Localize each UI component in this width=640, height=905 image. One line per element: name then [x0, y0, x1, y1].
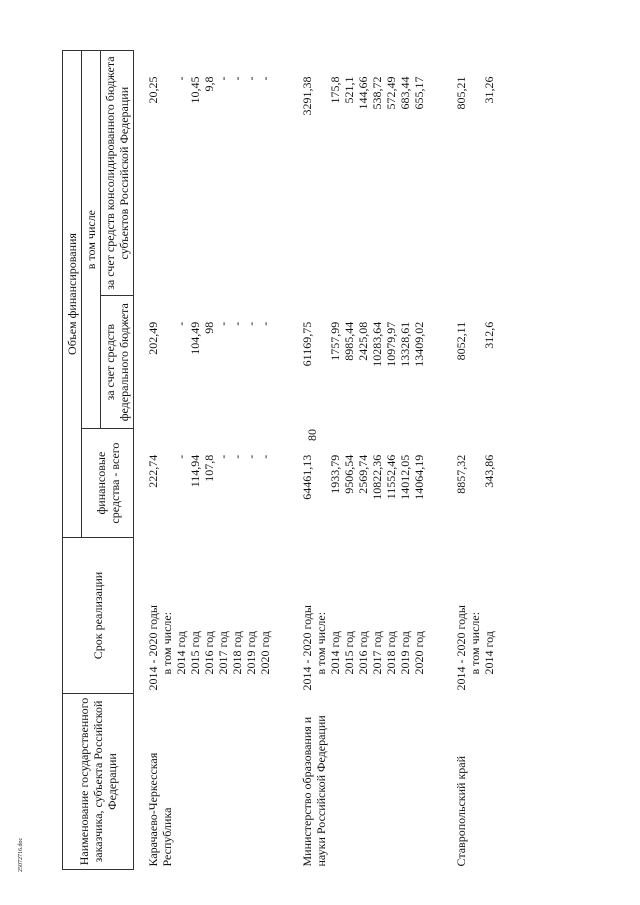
- total-value: 343,86: [482, 454, 496, 488]
- financing-table: [62, 50, 496, 870]
- header-regional: за счет средств консолидированного бюджета субъектов Российской Федерации: [101, 51, 134, 296]
- federal-value: 10283,64: [370, 321, 384, 367]
- term-value: в том числе:: [314, 611, 328, 675]
- federal-cell: [442, 296, 496, 429]
- total-value: [160, 455, 174, 535]
- total-value: 14064,19: [412, 454, 426, 500]
- customer-name: Ставропольский край: [454, 755, 468, 867]
- federal-value: 61169,75: [300, 321, 314, 367]
- regional-value: 3291,38: [300, 76, 314, 116]
- header-including: в том числе: [82, 51, 101, 429]
- regional-value: [160, 77, 174, 293]
- federal-value: 2425,08: [356, 321, 370, 361]
- total-value: -: [258, 454, 272, 459]
- table-body: [134, 51, 497, 870]
- regional-cell: [134, 51, 273, 296]
- federal-value: [468, 322, 482, 426]
- regional-value: 521,1: [342, 76, 356, 104]
- federal-value: 104,49: [188, 321, 202, 355]
- term-value: 2018 год: [230, 631, 244, 675]
- header-federal: за счет средств федерального бюджета: [101, 296, 134, 429]
- regional-value: 144,66: [356, 76, 370, 110]
- regional-value: 655,17: [412, 76, 426, 110]
- term-value: 2015 год: [342, 631, 356, 675]
- federal-value: 13328,61: [398, 321, 412, 367]
- term-value: 2014 год: [328, 631, 342, 675]
- federal-value: [160, 322, 174, 426]
- regional-value: 572,49: [384, 76, 398, 110]
- total-value: 10822,36: [370, 454, 384, 500]
- term-value: 2017 год: [370, 631, 384, 675]
- regional-value: -: [216, 76, 230, 81]
- total-value: 107,8: [202, 454, 216, 482]
- federal-value: 1757,99: [328, 321, 342, 361]
- total-cell: [134, 429, 273, 538]
- term-value: 2014 год: [174, 631, 188, 675]
- term-value: 2019 год: [398, 631, 412, 675]
- regional-value: 9,8: [202, 76, 216, 92]
- regional-value: -: [174, 76, 188, 81]
- term-value: в том числе:: [160, 611, 174, 675]
- regional-cell: [442, 51, 496, 296]
- total-value: [314, 455, 328, 535]
- regional-value: 805,21: [454, 76, 468, 110]
- total-value: 114,94: [188, 454, 202, 488]
- federal-value: -: [258, 321, 272, 326]
- term-value: 2018 год: [384, 631, 398, 675]
- regional-value: 683,44: [398, 76, 412, 110]
- total-value: 222,74: [146, 454, 160, 488]
- total-cell: [288, 429, 426, 538]
- federal-value: -: [174, 321, 188, 326]
- federal-value: 312,6: [482, 321, 496, 349]
- regional-value: 538,72: [370, 76, 384, 110]
- term-value: 2020 год: [412, 631, 426, 675]
- page-number: 80: [305, 429, 319, 441]
- document-id: 25072716.doc: [18, 837, 24, 872]
- total-value: -: [244, 454, 258, 459]
- total-value: 1933,79: [328, 454, 342, 494]
- term-value: 2016 год: [356, 631, 370, 675]
- header-name: Наименование государственного заказчика, субъекта Российской Федерации: [63, 694, 134, 870]
- term-value: 2014 - 2020 годы: [300, 605, 314, 691]
- federal-value: -: [230, 321, 244, 326]
- table-row: [442, 51, 496, 870]
- total-value: 14012,05: [398, 454, 412, 500]
- federal-value: 13409,02: [412, 321, 426, 367]
- federal-value: [314, 322, 328, 426]
- total-value: 2569,74: [356, 454, 370, 494]
- regional-value: 31,26: [482, 76, 496, 104]
- total-value: 8857,32: [454, 454, 468, 494]
- financing-table-container: [62, 50, 582, 870]
- header-volume: Объем финансирования: [63, 51, 82, 538]
- federal-value: -: [216, 321, 230, 326]
- table-row: [134, 51, 273, 870]
- total-value: [468, 455, 482, 535]
- term-value: в том числе:: [468, 611, 482, 675]
- regional-value: -: [230, 76, 244, 81]
- table-row: [288, 51, 426, 870]
- federal-value: 8985,44: [342, 321, 356, 361]
- term-value: 2020 год: [258, 631, 272, 675]
- federal-value: -: [244, 321, 258, 326]
- federal-value: 98: [202, 321, 216, 334]
- total-value: 64461,13: [300, 454, 314, 500]
- term-value: 2017 год: [216, 631, 230, 675]
- federal-value: 202,49: [146, 321, 160, 355]
- term-value: 2019 год: [244, 631, 258, 675]
- total-value: 9506,54: [342, 454, 356, 494]
- total-value: -: [174, 454, 188, 459]
- total-value: -: [216, 454, 230, 459]
- total-value: -: [230, 454, 244, 459]
- federal-value: 10979,97: [384, 321, 398, 367]
- term-value: 2014 год: [482, 631, 496, 675]
- header-term: Срок реализации: [63, 538, 134, 694]
- regional-value: [468, 77, 482, 293]
- regional-value: [314, 77, 328, 293]
- regional-value: 20,25: [146, 76, 160, 104]
- federal-cell: [134, 296, 273, 429]
- federal-cell: [288, 296, 426, 429]
- regional-value: 175,8: [328, 76, 342, 104]
- customer-name: Карачаево-Черкесская Республика: [146, 752, 174, 867]
- term-cell: [288, 538, 426, 694]
- customer-name: Министерство образования и науки Российской Федерации: [300, 715, 328, 867]
- term-value: 2015 год: [188, 631, 202, 675]
- regional-value: 10,45: [188, 76, 202, 104]
- term-value: 2014 - 2020 годы: [146, 605, 160, 691]
- term-cell: [442, 538, 496, 694]
- total-cell: [442, 429, 496, 538]
- regional-value: -: [244, 76, 258, 81]
- header-total: финансовые средства - всего: [82, 429, 134, 538]
- regional-value: -: [258, 76, 272, 81]
- group-spacer: [272, 51, 288, 870]
- group-spacer: [426, 51, 442, 870]
- total-value: 11552,46: [384, 454, 398, 500]
- term-value: 2014 - 2020 годы: [454, 605, 468, 691]
- regional-cell: [288, 51, 426, 296]
- term-cell: [134, 538, 273, 694]
- federal-value: 8052,11: [454, 321, 468, 361]
- term-value: 2016 год: [202, 631, 216, 675]
